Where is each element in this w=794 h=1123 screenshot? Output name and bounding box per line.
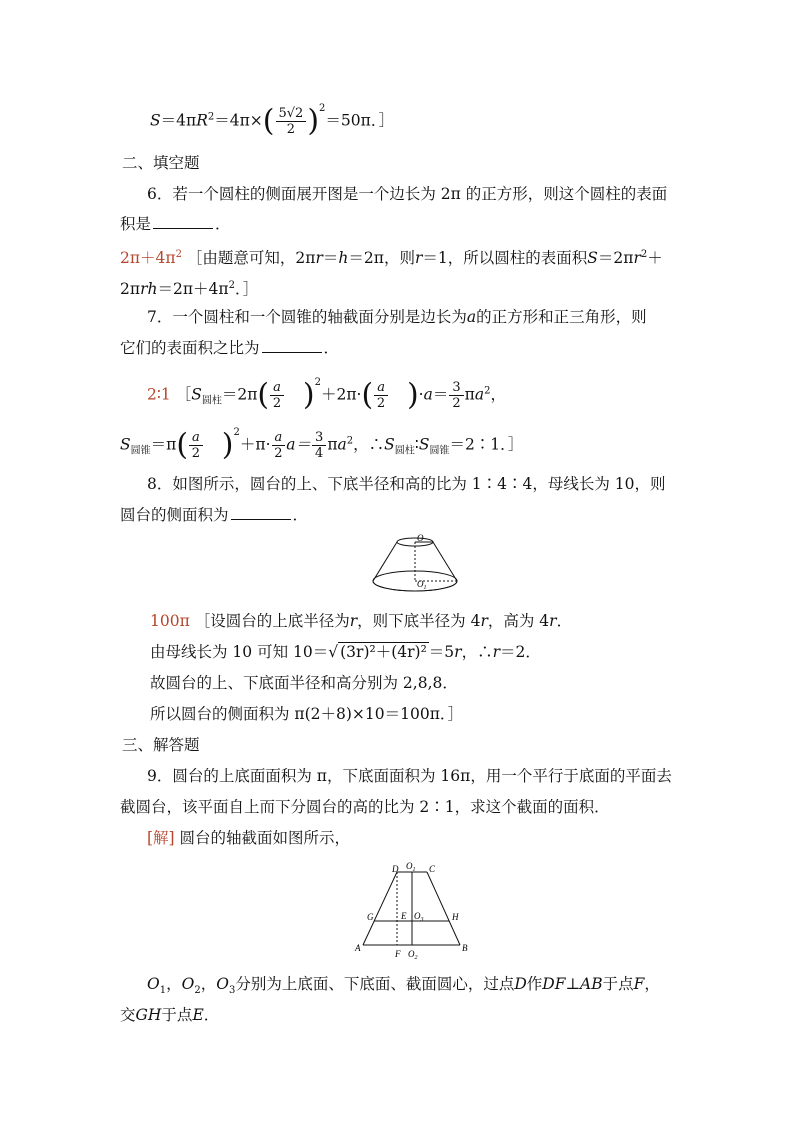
text: 由母线长为 10 可知 10＝ (150, 643, 329, 661)
text: ＝2π (597, 249, 634, 268)
question-7-line1 (147, 306, 647, 328)
question-8-line1: 8．如图所示，圆台的上、下底半径和高的比为 1∶4∶4，母线长为 10，则 (147, 475, 666, 493)
label-h: H (452, 912, 459, 922)
frac-num: a (270, 380, 284, 396)
text: ＝4π (160, 111, 197, 130)
paren-close: ) (307, 103, 320, 139)
subscript: 圆锥 (429, 445, 450, 457)
text: ， (644, 975, 660, 993)
text: ⊥ (565, 975, 581, 993)
radicand: (3r)²＋(4r)² (340, 643, 427, 661)
label-o3: $O_3$ (414, 911, 424, 923)
text: ［ (175, 385, 192, 404)
subscript: 2 (194, 985, 201, 997)
exp: 2 (228, 280, 235, 291)
text: 7．一个圆柱和一个圆锥的轴截面分别是边长为 (147, 308, 467, 326)
text: ． (323, 339, 340, 357)
label-d: D (392, 864, 399, 874)
axial-section-figure (350, 858, 480, 962)
paren-open: ( (176, 427, 189, 463)
var: DF (542, 975, 566, 993)
var: a (466, 308, 477, 326)
text: ［设圆台的上底半径为 (194, 612, 350, 630)
answer-8-line4: 所以圆台的侧面积为 π(2＋8)×10＝100π．］ (150, 705, 464, 723)
text: ＋ (647, 249, 663, 268)
question-6-line1: 6．若一个圆柱的侧面展开图是一个边长为 2π 的正方形，则这个圆柱的表面 (147, 185, 668, 203)
text: · (418, 385, 424, 404)
text: ，则下底半径为 4 (357, 612, 481, 630)
subscript: 圆锥 (130, 445, 151, 457)
var: AB (580, 975, 603, 993)
paren-close: ) (406, 377, 419, 413)
solution-line1 (147, 973, 660, 1002)
fraction (189, 430, 203, 461)
label-f: F (395, 949, 401, 959)
answer-blank (262, 338, 322, 353)
text: ＝4π× (214, 111, 263, 130)
text: 圆台的侧面积为 (120, 506, 229, 524)
frac-num: 3 (449, 380, 463, 396)
text: ，高为 4 (487, 612, 550, 630)
var: r (349, 612, 358, 630)
frac-den: 2 (272, 396, 282, 411)
frac-den: 2 (191, 446, 201, 461)
frac-den: 4 (315, 446, 324, 461)
text: ∶ (414, 435, 419, 454)
question-9-line1: 9．圆台的上底面面积为 π，下底面面积为 16π，用一个平行于底面的平面去 (147, 767, 672, 785)
var: F (633, 975, 645, 993)
paren-open: ( (262, 103, 275, 139)
text: ＝2∶1．］ (449, 435, 524, 454)
exp: 2 (640, 249, 648, 260)
var: O (181, 975, 195, 993)
answer-8-line1 (150, 610, 572, 632)
var: r (454, 643, 462, 661)
label-a: A (355, 943, 361, 953)
fraction (374, 380, 388, 411)
var: S (191, 385, 202, 404)
frac-den: 2 (452, 396, 461, 411)
fraction (276, 106, 307, 137)
label-e: E (401, 911, 407, 921)
text: π (327, 435, 338, 454)
text: ＝ (322, 249, 339, 268)
text: ＝2π (221, 385, 258, 404)
var: r (480, 612, 488, 630)
text: ［由题意可知，2π (186, 249, 316, 268)
solution-line2 (120, 1004, 219, 1026)
frac-num: a (189, 430, 203, 446)
text: ． (556, 612, 573, 630)
text: ＝5 (428, 643, 455, 661)
text: ＝π (150, 435, 177, 454)
var: GH (135, 1006, 162, 1024)
paren-open: ( (257, 377, 270, 413)
var-r: R (196, 111, 208, 130)
text: 作 (526, 975, 543, 993)
text: 于点 (161, 1006, 193, 1024)
question-9-line2: 截圆台，该平面自上而下分圆台的高的比为 2∶1，求这个截面的面积． (120, 798, 610, 816)
label-o: O (417, 533, 424, 543)
label-o1: $O_1$ (417, 579, 427, 591)
exp: 2 (233, 427, 240, 439)
formula-sphere-area (150, 103, 395, 139)
exp: 2 (207, 111, 215, 123)
paren-close: ) (221, 427, 234, 463)
var: S (384, 435, 395, 454)
fraction (449, 380, 463, 411)
exp: 2 (346, 435, 354, 447)
answer-blank (153, 214, 213, 229)
solution-tag: [解] (147, 829, 175, 847)
text: ＝1，所以圆柱的表面积 (422, 249, 588, 268)
question-6-line2 (120, 213, 231, 235)
text: 交 (120, 1006, 136, 1024)
solution-intro (147, 827, 350, 849)
var: h (338, 249, 349, 268)
paren-open: ( (361, 377, 374, 413)
var-s: S (150, 111, 161, 130)
var: r (492, 643, 501, 661)
text: 的正方形和正三角形，则 (476, 308, 647, 326)
text: 分别为上底面、下底面、截面圆心，过点 (235, 975, 515, 993)
frac-num: 3 (312, 430, 326, 446)
answer-7-line2 (120, 427, 524, 463)
text: ，∴ (461, 643, 493, 661)
var: a (423, 385, 433, 404)
text: ．］ (234, 280, 259, 299)
question-7-line2 (120, 337, 339, 359)
label-o1: $O_1$ (406, 861, 416, 873)
var: S (120, 435, 131, 454)
text: ． (203, 1006, 220, 1024)
text: ＝2π，则 (348, 249, 415, 268)
text: ＋2π· (320, 385, 362, 404)
exp: 2 (484, 385, 491, 397)
var: a (337, 435, 347, 454)
subscript: 圆柱 (201, 395, 222, 407)
label-g: G (367, 912, 374, 922)
var: O (216, 975, 229, 993)
text: ． (215, 215, 231, 233)
label-c: C (429, 864, 436, 874)
answer-8-line2 (150, 641, 541, 663)
frac-den: 2 (274, 446, 283, 461)
text: 积是 (120, 215, 152, 233)
fraction (270, 380, 284, 411)
text: ＝50π．］ (325, 111, 395, 130)
text: 于点 (602, 975, 634, 993)
text: ＝2π＋4π (157, 280, 229, 299)
answer-6-line1 (120, 244, 663, 269)
text: ， (200, 975, 217, 993)
paren-close: ) (302, 377, 315, 413)
exp: 2 (175, 249, 182, 260)
text: 2π (120, 280, 141, 299)
text: ． (292, 506, 309, 524)
frustum-figure (365, 532, 465, 598)
frac-num: a (374, 380, 388, 396)
answer-blank (231, 505, 291, 520)
frac-num: a (272, 430, 286, 446)
answer-7-value: 2∶1 (147, 385, 171, 404)
sqrt-sign: √ (328, 643, 339, 661)
answer-6-value (120, 249, 182, 267)
subscript: 1 (159, 985, 167, 997)
var: a (474, 385, 485, 404)
section-heading-fill-blank: 二、填空题 (122, 154, 200, 172)
text: a＝ (286, 435, 312, 454)
text: 圆台的轴截面如图所示， (179, 829, 351, 847)
frac-num: 5√2 (276, 106, 307, 122)
text: π (464, 385, 475, 404)
text: ， (166, 975, 182, 993)
answer-7-line1 (147, 377, 506, 413)
text: ， (490, 385, 506, 404)
fraction (272, 430, 286, 461)
var: r (315, 249, 323, 268)
var: O (147, 975, 160, 993)
answer-8-value: 100π (150, 612, 190, 630)
exp: 2 (314, 377, 321, 389)
text: ，∴ (353, 435, 385, 454)
text: 2π＋4π (120, 249, 176, 268)
var: r (414, 249, 423, 268)
frac-den: 2 (286, 122, 296, 137)
label-o2: $O_2$ (408, 949, 418, 961)
label-b: B (462, 943, 468, 953)
answer-6-line2 (120, 275, 258, 300)
frac-den: 2 (376, 396, 386, 411)
var: rh (140, 280, 158, 299)
fraction (312, 430, 326, 461)
text: ＝ (432, 385, 449, 404)
text: 它们的表面积之比为 (120, 339, 260, 357)
var: E (192, 1006, 204, 1024)
var: r (549, 612, 557, 630)
question-8-line2 (120, 504, 308, 526)
var: r (633, 249, 641, 268)
var: S (418, 435, 430, 454)
section-heading-solution: 三、解答题 (122, 736, 200, 754)
text: ＋π· (239, 435, 271, 454)
text: ＝2． (500, 643, 541, 661)
answer-8-line3: 故圆台的上、下底面半径和高分别为 2,8,8． (150, 674, 458, 692)
var: S (587, 249, 598, 268)
subscript: 圆柱 (394, 445, 415, 457)
subscript: 3 (228, 985, 236, 997)
var: D (514, 975, 527, 993)
exp: 2 (319, 103, 326, 115)
